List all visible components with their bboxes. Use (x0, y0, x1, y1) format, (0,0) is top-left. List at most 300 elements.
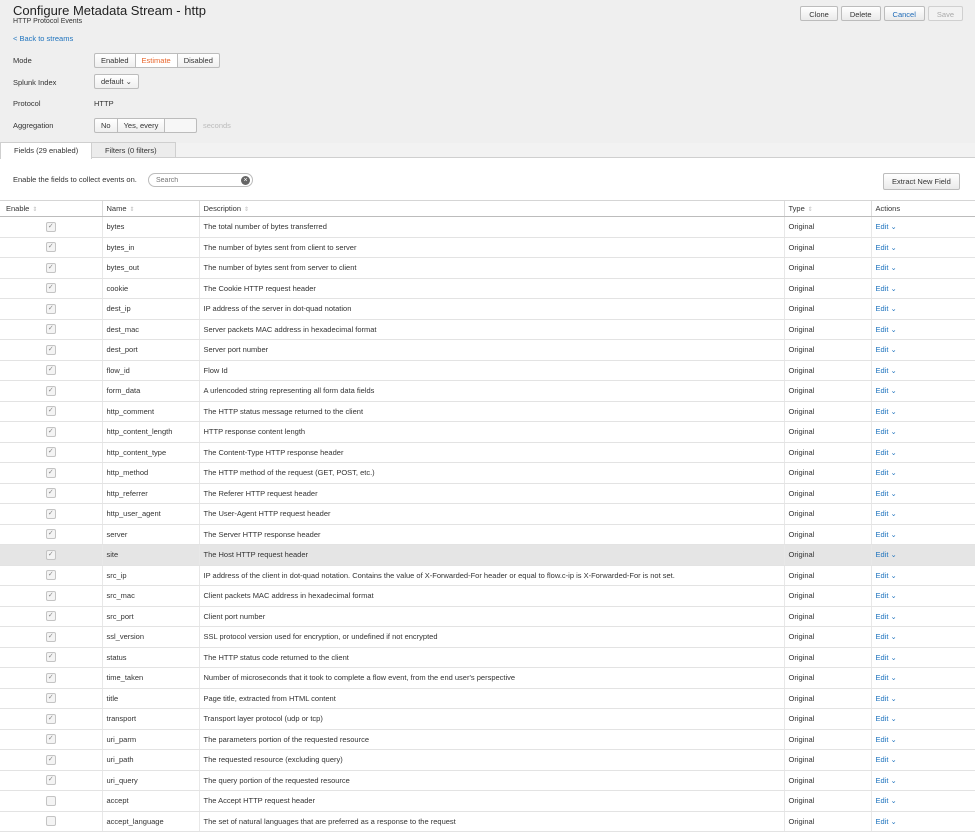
field-type: Original (784, 565, 871, 586)
actions-cell (871, 647, 975, 668)
field-name: accept (102, 791, 199, 812)
field-name: time_taken (102, 668, 199, 689)
actions-cell (871, 709, 975, 730)
enable-cell (0, 811, 102, 832)
field-name: src_mac (102, 586, 199, 607)
chevron-down-icon: ⌄ (890, 734, 897, 744)
enable-cell (0, 627, 102, 648)
edit-dropdown[interactable]: Edit ⌄ (875, 570, 897, 580)
enable-cell (0, 360, 102, 381)
chevron-down-icon: ⌄ (890, 406, 897, 416)
enable-checkbox[interactable]: ✓ (46, 242, 56, 252)
chevron-down-icon: ⌄ (890, 365, 897, 375)
table-row (0, 237, 975, 258)
enable-cell (0, 217, 102, 238)
page-subtitle: HTTP Protocol Events (13, 18, 83, 25)
field-type: Original (784, 340, 871, 361)
field-type: Original (784, 709, 871, 730)
field-name: http_content_type (102, 442, 199, 463)
chevron-down-icon: ⌄ (890, 529, 897, 539)
field-description: The HTTP status message returned to the client (199, 401, 784, 422)
clone-button[interactable]: Clone (800, 6, 838, 21)
field-description: Client port number (199, 606, 784, 627)
enable-cell (0, 299, 102, 320)
chevron-down-icon: ⌄ (890, 796, 897, 806)
table-row (0, 483, 975, 504)
chevron-down-icon: ⌄ (890, 755, 897, 765)
chevron-down-icon: ⌄ (890, 632, 897, 642)
actions-cell (871, 422, 975, 443)
enable-cell (0, 483, 102, 504)
header-actions (800, 6, 963, 21)
field-name: src_port (102, 606, 199, 627)
field-description: Flow Id (199, 360, 784, 381)
column-header-enable[interactable]: Enable ⇕ (0, 201, 102, 217)
column-header-description[interactable]: Description ⇕ (199, 201, 784, 217)
column-header-type[interactable]: Type ⇕ (784, 201, 871, 217)
field-description: The Accept HTTP request header (199, 791, 784, 812)
protocol-label: Protocol (13, 99, 41, 108)
sort-icon: ⇕ (129, 207, 135, 213)
field-name: accept_language (102, 811, 199, 832)
enable-cell (0, 237, 102, 258)
field-description: The Content-Type HTTP response header (199, 442, 784, 463)
field-description: The set of natural languages that are preferred as a response to the request (199, 811, 784, 832)
field-type: Original (784, 442, 871, 463)
field-description: The HTTP status code returned to the client (199, 647, 784, 668)
field-name: src_ip (102, 565, 199, 586)
seconds-unit-label: seconds (203, 121, 231, 130)
edit-dropdown[interactable]: Edit ⌄ (875, 263, 897, 273)
sort-icon: ⇕ (32, 207, 38, 213)
field-type: Original (784, 545, 871, 566)
field-type: Original (784, 483, 871, 504)
field-name: form_data (102, 381, 199, 402)
table-row (0, 217, 975, 238)
field-description: The Server HTTP response header (199, 524, 784, 545)
actions-cell (871, 299, 975, 320)
actions-cell (871, 627, 975, 648)
edit-dropdown[interactable]: Edit ⌄ (875, 365, 897, 375)
field-name: http_user_agent (102, 504, 199, 525)
table-row (0, 442, 975, 463)
field-description: The number of bytes sent from client to server (199, 237, 784, 258)
field-name: http_referrer (102, 483, 199, 504)
field-type: Original (784, 299, 871, 320)
field-name: flow_id (102, 360, 199, 381)
chevron-down-icon: ⌄ (890, 652, 897, 662)
enable-checkbox[interactable]: ✓ (46, 406, 56, 416)
field-description: The Host HTTP request header (199, 545, 784, 566)
enable-checkbox[interactable]: ✓ (46, 755, 56, 765)
actions-cell (871, 565, 975, 586)
actions-cell (871, 729, 975, 750)
chevron-down-icon: ⌄ (890, 570, 897, 580)
fields-toolbar (0, 158, 975, 200)
enable-checkbox[interactable]: ✓ (46, 509, 56, 519)
enable-checkbox[interactable]: ✓ (46, 283, 56, 293)
enable-checkbox[interactable]: ✓ (46, 263, 56, 273)
edit-dropdown[interactable]: Edit ⌄ (875, 632, 897, 642)
chevron-down-icon: ⌄ (125, 77, 132, 86)
field-name: dest_mac (102, 319, 199, 340)
enable-cell (0, 770, 102, 791)
enable-cell (0, 524, 102, 545)
enable-checkbox[interactable]: ✓ (46, 632, 56, 642)
actions-cell (871, 811, 975, 832)
field-description: HTTP response content length (199, 422, 784, 443)
table-row (0, 401, 975, 422)
field-type: Original (784, 524, 871, 545)
field-name: http_method (102, 463, 199, 484)
chevron-down-icon: ⌄ (890, 550, 897, 560)
table-row (0, 422, 975, 443)
field-description: The HTTP method of the request (GET, POST, etc.) (199, 463, 784, 484)
chevron-down-icon: ⌄ (890, 324, 897, 334)
aggregation-yes-every-button[interactable]: Yes, every (117, 118, 166, 133)
enable-cell (0, 750, 102, 771)
table-row (0, 545, 975, 566)
save-button[interactable]: Save (928, 6, 963, 21)
edit-dropdown[interactable]: Edit ⌄ (875, 775, 897, 785)
field-type: Original (784, 791, 871, 812)
enable-checkbox[interactable]: ✓ (46, 652, 56, 662)
enable-cell (0, 668, 102, 689)
edit-dropdown[interactable]: Edit ⌄ (875, 304, 897, 314)
field-name: dest_port (102, 340, 199, 361)
table-row (0, 688, 975, 709)
edit-dropdown[interactable]: Edit ⌄ (875, 816, 897, 826)
chevron-down-icon: ⌄ (890, 488, 897, 498)
actions-cell (871, 483, 975, 504)
enable-cell (0, 565, 102, 586)
edit-dropdown[interactable]: Edit ⌄ (875, 283, 897, 293)
field-description: The requested resource (excluding query) (199, 750, 784, 771)
field-type: Original (784, 606, 871, 627)
field-name: cookie (102, 278, 199, 299)
enable-checkbox[interactable]: ✓ (46, 427, 56, 437)
edit-dropdown[interactable]: Edit ⌄ (875, 693, 897, 703)
enable-checkbox[interactable] (46, 796, 56, 806)
table-row (0, 524, 975, 545)
field-name: site (102, 545, 199, 566)
edit-dropdown[interactable]: Edit ⌄ (875, 447, 897, 457)
actions-cell (871, 688, 975, 709)
actions-cell (871, 340, 975, 361)
enable-checkbox[interactable]: ✓ (46, 345, 56, 355)
edit-dropdown[interactable]: Edit ⌄ (875, 386, 897, 396)
enable-cell (0, 688, 102, 709)
field-name: server (102, 524, 199, 545)
edit-dropdown[interactable]: Edit ⌄ (875, 734, 897, 744)
actions-cell (871, 278, 975, 299)
chevron-down-icon: ⌄ (890, 591, 897, 601)
column-header-actions: Actions (871, 201, 975, 217)
field-name: title (102, 688, 199, 709)
table-row (0, 668, 975, 689)
enable-checkbox[interactable]: ✓ (46, 775, 56, 785)
enable-cell (0, 422, 102, 443)
actions-cell (871, 545, 975, 566)
table-row (0, 278, 975, 299)
edit-dropdown[interactable]: Edit ⌄ (875, 242, 897, 252)
field-description: The query portion of the requested resource (199, 770, 784, 791)
table-row (0, 299, 975, 320)
protocol-value: HTTP (94, 99, 114, 108)
tab-filters[interactable]: Filters (0 filters) (92, 142, 176, 158)
field-name: bytes_in (102, 237, 199, 258)
enable-cell (0, 463, 102, 484)
table-row (0, 463, 975, 484)
enable-checkbox[interactable]: ✓ (46, 673, 56, 683)
page-header (0, 0, 975, 143)
table-row (0, 729, 975, 750)
chevron-down-icon: ⌄ (890, 283, 897, 293)
actions-cell (871, 524, 975, 545)
table-row (0, 258, 975, 279)
enable-checkbox[interactable] (46, 816, 56, 826)
table-row (0, 647, 975, 668)
table-row (0, 606, 975, 627)
splunk-index-value: default (101, 77, 124, 86)
enable-checkbox[interactable]: ✓ (46, 386, 56, 396)
field-type: Original (784, 729, 871, 750)
enable-checkbox[interactable]: ✓ (46, 365, 56, 375)
table-row (0, 770, 975, 791)
table-row (0, 340, 975, 361)
table-row (0, 586, 975, 607)
back-to-streams-link[interactable]: < Back to streams (13, 34, 74, 43)
edit-dropdown[interactable]: Edit ⌄ (875, 427, 897, 437)
mode-estimate-button[interactable]: Estimate (135, 53, 178, 68)
enable-cell (0, 278, 102, 299)
field-description: Server packets MAC address in hexadecimal format (199, 319, 784, 340)
table-row (0, 319, 975, 340)
enable-checkbox[interactable]: ✓ (46, 222, 56, 232)
edit-dropdown[interactable]: Edit ⌄ (875, 468, 897, 478)
actions-cell (871, 319, 975, 340)
actions-cell (871, 401, 975, 422)
edit-dropdown[interactable]: Edit ⌄ (875, 673, 897, 683)
chevron-down-icon: ⌄ (890, 775, 897, 785)
page-title: Configure Metadata Stream - http (13, 3, 206, 18)
enable-cell (0, 442, 102, 463)
field-description: The number of bytes sent from server to client (199, 258, 784, 279)
chevron-down-icon: ⌄ (890, 427, 897, 437)
edit-dropdown[interactable]: Edit ⌄ (875, 652, 897, 662)
field-description: Transport layer protocol (udp or tcp) (199, 709, 784, 730)
field-type: Original (784, 627, 871, 648)
field-type: Original (784, 422, 871, 443)
enable-checkbox[interactable]: ✓ (46, 447, 56, 457)
edit-dropdown[interactable]: Edit ⌄ (875, 509, 897, 519)
field-description: The Referer HTTP request header (199, 483, 784, 504)
field-name: http_comment (102, 401, 199, 422)
field-type: Original (784, 319, 871, 340)
field-type: Original (784, 401, 871, 422)
field-type: Original (784, 586, 871, 607)
actions-cell (871, 237, 975, 258)
enable-cell (0, 504, 102, 525)
mode-disabled-button[interactable]: Disabled (177, 53, 220, 68)
field-name: dest_ip (102, 299, 199, 320)
field-description: The Cookie HTTP request header (199, 278, 784, 299)
field-type: Original (784, 770, 871, 791)
enable-checkbox[interactable]: ✓ (46, 488, 56, 498)
search-input[interactable] (148, 173, 253, 187)
edit-dropdown[interactable]: Edit ⌄ (875, 796, 897, 806)
enable-cell (0, 401, 102, 422)
edit-dropdown[interactable]: Edit ⌄ (875, 611, 897, 621)
field-description: IP address of the server in dot-quad notation (199, 299, 784, 320)
aggregation-control (94, 118, 197, 133)
chevron-down-icon: ⌄ (890, 693, 897, 703)
table-row (0, 627, 975, 648)
field-type: Original (784, 688, 871, 709)
edit-dropdown[interactable]: Edit ⌄ (875, 591, 897, 601)
enable-checkbox[interactable]: ✓ (46, 591, 56, 601)
field-description: Server port number (199, 340, 784, 361)
field-type: Original (784, 237, 871, 258)
fields-table (0, 200, 975, 832)
field-description: A urlencoded string representing all form data fields (199, 381, 784, 402)
enable-cell (0, 319, 102, 340)
enable-cell (0, 258, 102, 279)
field-type: Original (784, 360, 871, 381)
enable-checkbox[interactable]: ✓ (46, 611, 56, 621)
mode-segmented-control (94, 53, 220, 68)
enable-cell (0, 791, 102, 812)
enable-checkbox[interactable]: ✓ (46, 714, 56, 724)
field-name: uri_parm (102, 729, 199, 750)
aggregation-seconds-input[interactable] (164, 118, 197, 133)
aggregation-label: Aggregation (13, 121, 54, 130)
actions-cell (871, 504, 975, 525)
field-description: Client packets MAC address in hexadecimal format (199, 586, 784, 607)
enable-checkbox[interactable]: ✓ (46, 468, 56, 478)
edit-dropdown[interactable]: Edit ⌄ (875, 529, 897, 539)
chevron-down-icon: ⌄ (890, 714, 897, 724)
sort-icon: ⇕ (244, 207, 250, 213)
actions-cell (871, 668, 975, 689)
field-name: ssl_version (102, 627, 199, 648)
clear-search-icon[interactable]: × (241, 176, 250, 185)
field-name: bytes_out (102, 258, 199, 279)
cancel-button[interactable]: Cancel (884, 6, 925, 21)
actions-cell (871, 360, 975, 381)
edit-dropdown[interactable]: Edit ⌄ (875, 550, 897, 560)
enable-checkbox[interactable]: ✓ (46, 304, 56, 314)
edit-dropdown[interactable]: Edit ⌄ (875, 755, 897, 765)
enable-checkbox[interactable]: ✓ (46, 550, 56, 560)
sort-icon: ⇕ (807, 207, 813, 213)
enable-cell (0, 586, 102, 607)
field-description: IP address of the client in dot-quad notation. Contains the value of X-Forwarded-For header or equal to flow.c-ip is X-Forwarded-For is not set. (199, 565, 784, 586)
actions-cell (871, 463, 975, 484)
edit-dropdown[interactable]: Edit ⌄ (875, 324, 897, 334)
edit-dropdown[interactable]: Edit ⌄ (875, 714, 897, 724)
actions-cell (871, 381, 975, 402)
table-row (0, 360, 975, 381)
enable-cell (0, 381, 102, 402)
mode-enabled-button[interactable]: Enabled (94, 53, 136, 68)
edit-dropdown[interactable]: Edit ⌄ (875, 222, 897, 232)
field-description: Number of microseconds that it took to complete a flow event, from the end user's perspective (199, 668, 784, 689)
chevron-down-icon: ⌄ (890, 242, 897, 252)
table-row (0, 504, 975, 525)
actions-cell (871, 770, 975, 791)
field-name: uri_path (102, 750, 199, 771)
delete-button[interactable]: Delete (841, 6, 881, 21)
enable-cell (0, 545, 102, 566)
fields-hint: Enable the fields to collect events on. (13, 175, 137, 184)
edit-dropdown[interactable]: Edit ⌄ (875, 406, 897, 416)
splunk-index-dropdown[interactable] (94, 74, 139, 89)
edit-dropdown[interactable]: Edit ⌄ (875, 488, 897, 498)
actions-cell (871, 217, 975, 238)
chevron-down-icon: ⌄ (890, 345, 897, 355)
column-header-name[interactable]: Name ⇕ (102, 201, 199, 217)
actions-cell (871, 750, 975, 771)
chevron-down-icon: ⌄ (890, 468, 897, 478)
field-description: The User-Agent HTTP request header (199, 504, 784, 525)
chevron-down-icon: ⌄ (890, 386, 897, 396)
chevron-down-icon: ⌄ (890, 222, 897, 232)
table-row (0, 565, 975, 586)
table-row (0, 709, 975, 730)
enable-checkbox[interactable]: ✓ (46, 570, 56, 580)
field-name: status (102, 647, 199, 668)
aggregation-no-button[interactable]: No (94, 118, 118, 133)
enable-cell (0, 709, 102, 730)
chevron-down-icon: ⌄ (890, 304, 897, 314)
field-description: SSL protocol version used for encryption, or undefined if not encrypted (199, 627, 784, 648)
table-row (0, 811, 975, 832)
chevron-down-icon: ⌄ (890, 509, 897, 519)
chevron-down-icon: ⌄ (890, 611, 897, 621)
table-row (0, 750, 975, 771)
enable-cell (0, 647, 102, 668)
table-row (0, 381, 975, 402)
enable-checkbox[interactable]: ✓ (46, 529, 56, 539)
field-type: Original (784, 463, 871, 484)
field-type: Original (784, 811, 871, 832)
fields-table-body (0, 217, 975, 832)
splunk-index-label: Splunk Index (13, 78, 57, 87)
enable-cell (0, 606, 102, 627)
field-type: Original (784, 278, 871, 299)
chevron-down-icon: ⌄ (890, 673, 897, 683)
edit-dropdown[interactable]: Edit ⌄ (875, 345, 897, 355)
field-name: transport (102, 709, 199, 730)
enable-checkbox[interactable]: ✓ (46, 734, 56, 744)
enable-checkbox[interactable]: ✓ (46, 693, 56, 703)
extract-new-field-button[interactable]: Extract New Field (883, 173, 960, 190)
field-name: http_content_length (102, 422, 199, 443)
table-row (0, 791, 975, 812)
field-type: Original (784, 217, 871, 238)
actions-cell (871, 442, 975, 463)
field-type: Original (784, 668, 871, 689)
enable-checkbox[interactable]: ✓ (46, 324, 56, 334)
table-header-row (0, 201, 975, 217)
tab-fields[interactable]: Fields (29 enabled) (0, 142, 92, 159)
field-type: Original (784, 504, 871, 525)
field-name: uri_query (102, 770, 199, 791)
actions-cell (871, 586, 975, 607)
field-type: Original (784, 381, 871, 402)
chevron-down-icon: ⌄ (890, 447, 897, 457)
